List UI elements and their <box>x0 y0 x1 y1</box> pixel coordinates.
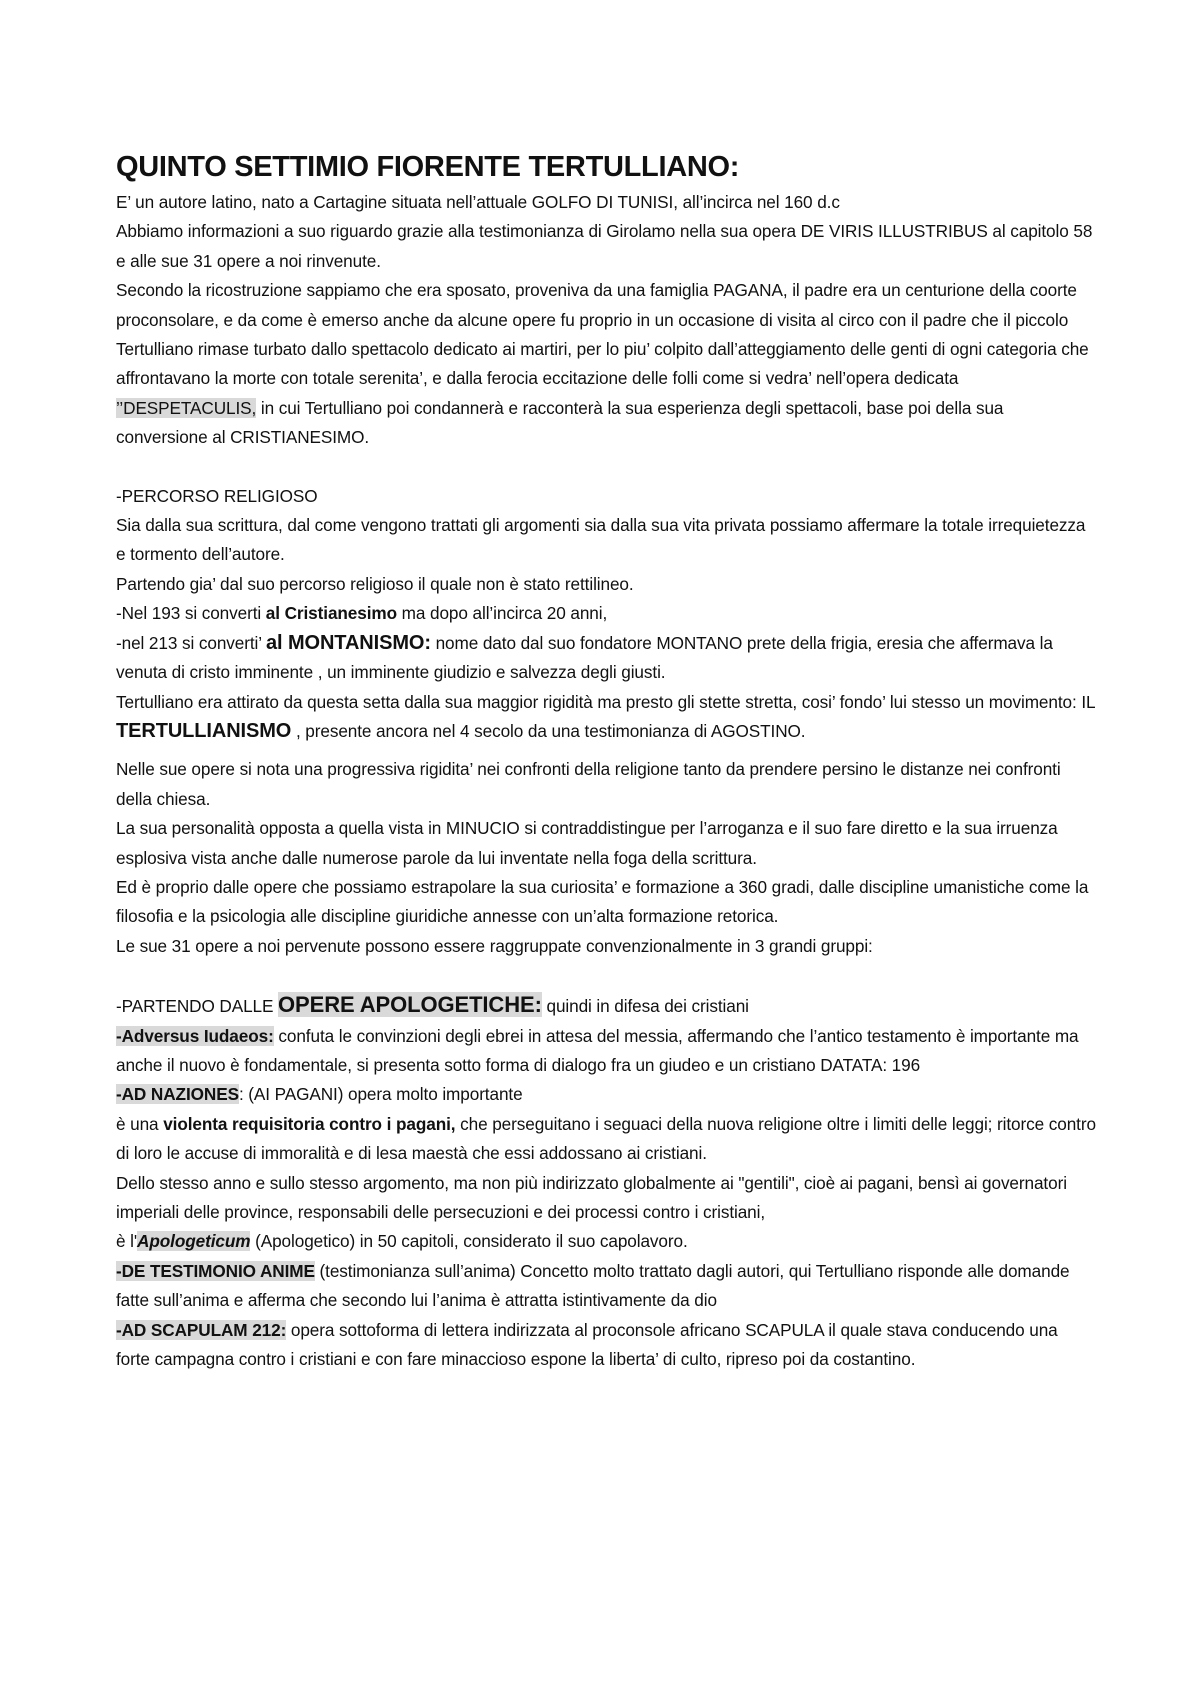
text-run: (testimonianza sull’anima) Concetto molto trattato dagli autori, qui Tertulliano risponde alle domande fatte sull’anima e afferma che secondo lui l’anima è attratta istintivamente da dio <box>116 1260 1070 1311</box>
document-body <box>116 148 1096 1374</box>
text-run: -nel 213 si converti’ <box>116 632 267 653</box>
ad-nazioni-entry <box>116 1080 1096 1109</box>
spacer <box>116 453 1096 482</box>
text-run: è l' <box>116 1231 138 1252</box>
text-run: Tertulliano era attirato da questa setta dalla sua maggior rigidità ma presto gli stette stretta, cosi’ fondo’ lui stesso un movimento: IL <box>116 691 1095 712</box>
adversus-iudaeos-label: -Adversus Iudaeos: <box>116 1025 274 1046</box>
opere-apologetiche-highlight: OPERE APOLOGETICHE: <box>278 992 542 1018</box>
cristianesimo-bold: al Cristianesimo <box>265 603 397 624</box>
apologeticum-title: Apologeticum <box>137 1231 251 1252</box>
text-run: confuta le convinzioni degli ebrei in attesa del messia, affermando che l’antico testamento è importante ma anche il nuovo è fondamentale, si presenta sotto forma di dialogo fra un giudeo e un cristiano DATATA: 196 <box>116 1025 1079 1075</box>
apologetiche-heading <box>116 990 1096 1021</box>
biography-text-end: in cui Tertulliano poi condannerà e racconterà la sua esperienza degli spettacoli, base poi della sua conversione al CRISTIANESIMO. <box>116 397 1004 448</box>
biography-text: Secondo la ricostruzione sappiamo che era sposato, proveniva da una famiglia PAGANA, il padre era un centurione della coorte proconsolare, e da come è emerso anche da alcune opere fu proprio in un occasione di visita al circo con il padre che il piccolo Tertulliano rimase turbato dallo spettacolo dedicato ai martiri, per lo piu’ colpito dall’atteggiamento delle genti di ogni categoria che affrontavano la morte con totale serenita’, e dalla ferocia eccitazione delle folli come si vedra’ nell’opera dedicata <box>116 280 1089 389</box>
text-run: quindi in difesa dei cristiani <box>541 996 749 1017</box>
ad-nazioni-label: -AD NAZIONES <box>116 1084 239 1105</box>
montanismo-bold: al MONTANISMO: <box>266 631 431 654</box>
spacer <box>116 961 1096 990</box>
percorso-line-5 <box>116 688 1096 747</box>
text-run: che perseguitano i seguaci della nuova religione oltre i limiti delle leggi; ritorce contro di loro le accuse di immoralità e di lesa maestà che essi addossano ai cristiani. <box>116 1113 1096 1164</box>
despetaculis-highlight: ’’DESPETACULIS, <box>116 397 257 418</box>
percorso-line-1: Sia dalla sua scrittura, dal come vengono trattati gli argomenti sia dalla sua vita privata possiamo affermare la totale irrequietezza e tormento dell’autore. <box>116 515 1086 565</box>
intro-line-biography <box>116 276 1096 452</box>
opere-line-1: Nelle sue opere si nota una progressiva rigidita’ nei confronti della religione tanto da prendere persino le distanze nei confronti della chiesa. <box>116 759 1061 809</box>
de-testimonio-label: -DE TESTIMONIO ANIME <box>116 1260 315 1281</box>
text-run: (Apologetico) in 50 capitoli, considerato il suo capolavoro. <box>250 1231 688 1252</box>
percorso-line-2: Partendo gia’ dal suo percorso religioso il quale non è stato rettilineo. <box>116 573 634 594</box>
text-run: -PARTENDO DALLE <box>116 996 279 1017</box>
ad-nazioni-description <box>116 1110 1096 1169</box>
ad-nazioni-context: Dello stesso anno e sullo stesso argomento, ma non più indirizzato globalmente ai "gentili", cioè ai pagani, bensì ai governatori imperiali delle province, responsabili delle persecuzioni e dei processi contro i cristiani, <box>116 1172 1067 1222</box>
ad-scapulam-entry <box>116 1316 1096 1375</box>
tertullianismo-bold: TERTULLIANISMO <box>116 719 292 742</box>
text-run: , presente ancora nel 4 secolo da una testimonianza di AGOSTINO. <box>291 720 806 741</box>
spacer <box>116 746 1096 755</box>
text-run: -Nel 193 si converti <box>116 603 266 624</box>
opere-line-3: Ed è proprio dalle opere che possiamo estrapolare la sua curiosita’ e formazione a 360 gradi, dalle discipline umanistiche come la filosofia e la psicologia alle discipline giuridiche annesse con un’alta formazione retorica. <box>116 876 1089 927</box>
text-run: nome dato dal suo fondatore MONTANO prete della frigia, eresia che affermava la venuta di cristo imminente , un imminente giudizio e salvezza degli giusti. <box>116 632 1053 683</box>
percorso-line-3 <box>116 599 1096 628</box>
text-run: è una <box>116 1113 164 1134</box>
ad-scapulam-label: -AD SCAPULAM 212: <box>116 1319 287 1340</box>
percorso-line-4 <box>116 629 1096 688</box>
page-title: QUINTO SETTIMIO FIORENTE TERTULLIANO: <box>116 151 740 183</box>
text-run: opera sottoforma di lettera indirizzata al proconsole africano SCAPULA il quale stava conducendo una forte campagna contro i cristiani e con fare minaccioso espone la liberta’ di culto, ripreso poi da costantino. <box>116 1319 1058 1370</box>
intro-line-birth: E’ un autore latino, nato a Cartagine situata nell’attuale GOLFO DI TUNISI, all’incirca nel 160 d.c <box>116 192 840 212</box>
text-run: : (AI PAGANI) opera molto importante <box>238 1084 523 1105</box>
violenta-requisitoria-bold: violenta requisitoria contro i pagani, <box>163 1113 456 1134</box>
percorso-heading: -PERCORSO RELIGIOSO <box>116 485 318 506</box>
text-run: ma dopo all’incirca 20 anni, <box>396 603 608 624</box>
intro-line-sources: Abbiamo informazioni a suo riguardo grazie alla testimonianza di Girolamo nella sua opera DE VIRIS ILLUSTRIBUS al capitolo 58 e alle sue 31 opere a noi rinvenute. <box>116 221 1093 271</box>
adversus-iudaeos-entry <box>116 1022 1096 1081</box>
opere-line-2: La sua personalità opposta a quella vista in MINUCIO si contraddistingue per l’arroganza e il suo fare diretto e la sua irruenza esplosiva vista anche dalle numerose parole da lui inventate nella foga della scrittura. <box>116 818 1058 868</box>
opere-line-4: Le sue 31 opere a noi pervenute possono essere raggruppate convenzionalmente in 3 grandi gruppi: <box>116 935 873 956</box>
apologeticum-line <box>116 1227 1096 1256</box>
de-testimonio-entry <box>116 1257 1096 1316</box>
